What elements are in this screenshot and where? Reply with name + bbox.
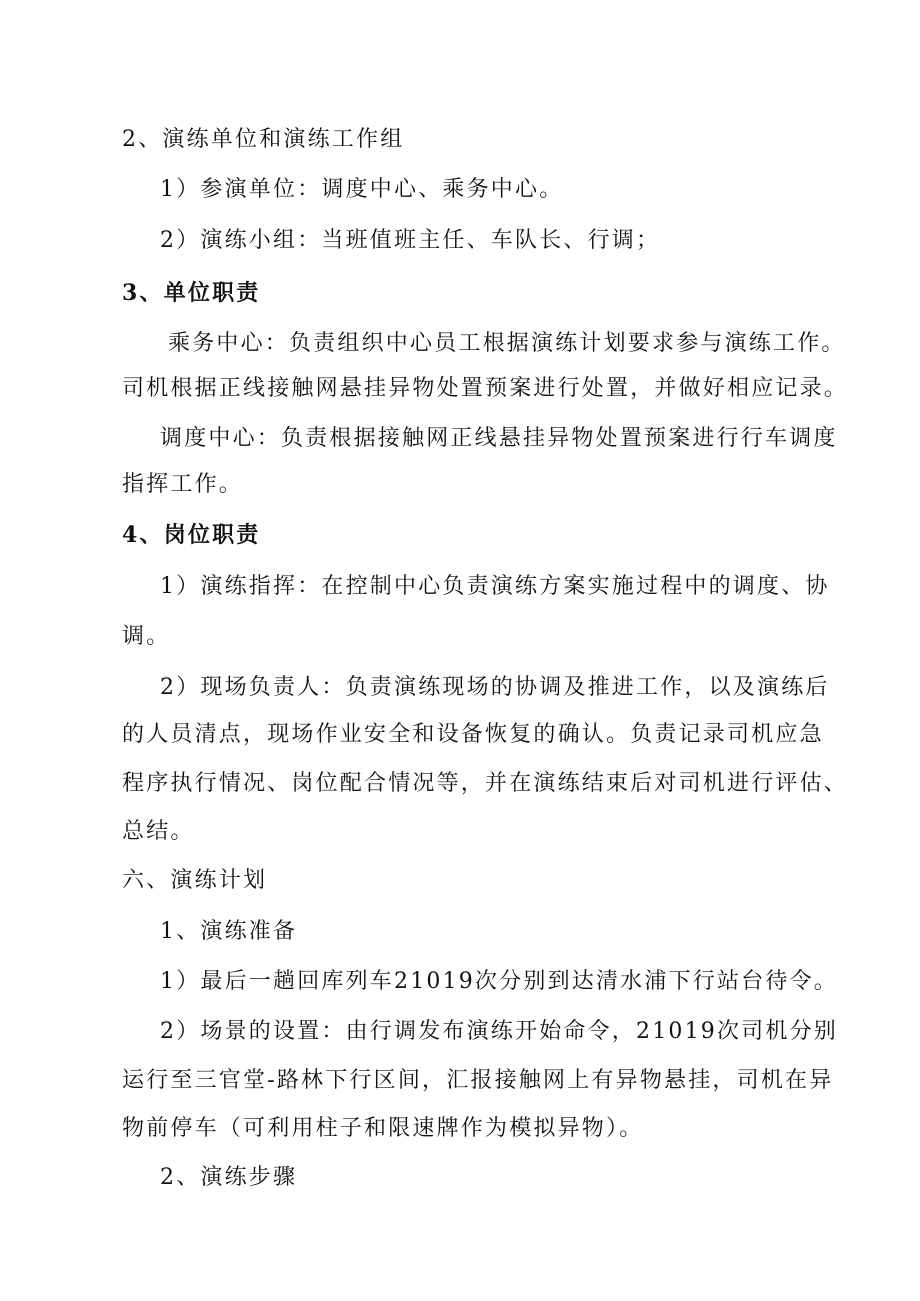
crew-center-duty-line-2: 司机根据正线接触网悬挂异物处置预案进行处置，并做好相应记录。 (122, 376, 849, 401)
scenario-setup-line-2: 运行至三官堂-路林下行区间，汇报接触网上有异物悬挂，司机在异 (122, 1068, 834, 1093)
drill-steps-heading: 2、演练步骤 (160, 1165, 298, 1190)
preparation-item-1: 1）最后一趟回库列车21019次分别到达清水浦下行站台待令。 (160, 969, 838, 994)
dispatch-center-duty-line-2: 指挥工作。 (122, 472, 244, 497)
section-six-heading: 六、演练计划 (122, 868, 268, 893)
participating-units-item: 1）参演单位：调度中心、乘务中心。 (160, 177, 564, 202)
drill-commander-line-2: 调。 (122, 624, 171, 649)
drill-team-item: 2）演练小组：当班值班主任、车队长、行调； (160, 228, 661, 253)
dispatch-center-duty-line-1: 调度中心：负责根据接触网正线悬挂异物处置预案进行行车调度 (160, 426, 838, 451)
drill-preparation-heading: 1、演练准备 (160, 919, 298, 944)
section-2-heading: 2、演练单位和演练工作组 (122, 127, 405, 152)
site-manager-line-2: 的人员清点，现场作业安全和设备恢复的确认。负责记录司机应急 (122, 722, 824, 747)
site-manager-line-4: 总结。 (122, 819, 195, 844)
site-manager-line-3: 程序执行情况、岗位配合情况等，并在演练结束后对司机进行评估、 (122, 771, 849, 796)
drill-commander-line-1: 1）演练指挥：在控制中心负责演练方案实施过程中的调度、协 (160, 574, 830, 599)
section-4-heading: 4、岗位职责 (122, 522, 261, 548)
crew-center-duty-line-1: 乘务中心：负责组织中心员工根据演练计划要求参与演练工作。 (168, 331, 846, 356)
site-manager-line-1: 2）现场负责人：负责演练现场的协调及推进工作，以及演练后 (160, 675, 830, 700)
scenario-setup-line-1: 2）场景的设置：由行调发布演练开始命令，21019次司机分别 (160, 1019, 838, 1044)
scenario-setup-line-3: 物前停车（可利用柱子和限速牌作为模拟异物）。 (122, 1116, 644, 1141)
section-3-heading: 3、单位职责 (122, 280, 261, 306)
